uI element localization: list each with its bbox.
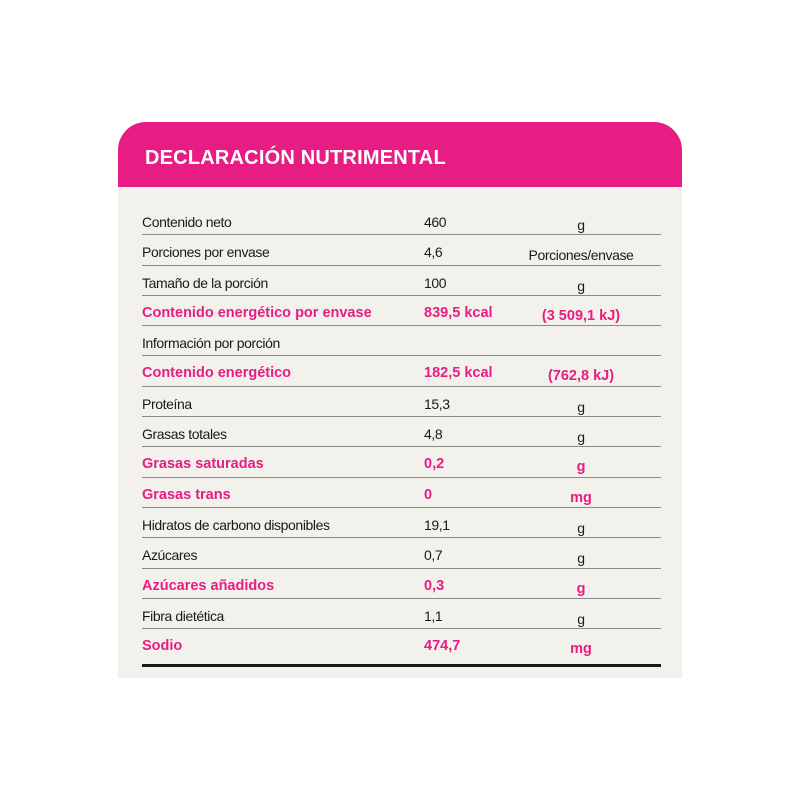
table-row — [142, 478, 661, 508]
table-row — [142, 296, 661, 326]
row-value: 15,3 — [424, 395, 450, 412]
table-row — [142, 356, 661, 386]
row-value: 0,7 — [424, 547, 443, 564]
row-label: Fibra dietética — [142, 607, 224, 624]
row-label: Contenido energético — [142, 365, 292, 382]
table-row — [142, 326, 661, 356]
row-unit: mg — [570, 641, 592, 658]
table-row — [142, 599, 661, 629]
row-unit: Porciones/envase — [528, 247, 634, 264]
row-label: Tamaño de la porción — [142, 274, 268, 291]
nutrition-panel — [118, 122, 682, 678]
row-label: Contenido neto — [142, 214, 232, 230]
row-unit: (762,8 kJ) — [547, 368, 615, 385]
row-label: Azúcares añadidos — [142, 577, 275, 594]
row-value: 474,7 — [424, 638, 461, 655]
row-value: 4,8 — [424, 426, 443, 443]
row-label: Hidratos de carbono disponibles — [142, 516, 330, 533]
table-row — [142, 387, 661, 417]
row-label: Proteína — [142, 395, 192, 412]
panel-title: DECLARACIÓN NUTRIMENTAL — [145, 147, 446, 169]
row-value: 839,5 kcal — [424, 304, 493, 321]
row-value: 4,6 — [424, 244, 443, 261]
table-row — [142, 235, 661, 265]
row-value: 1,1 — [424, 607, 443, 624]
row-unit: g — [577, 550, 585, 567]
row-value: 0,3 — [424, 577, 445, 594]
row-unit: g — [577, 277, 585, 294]
table-row — [142, 447, 661, 477]
row-unit: g — [576, 459, 586, 476]
row-value: 460 — [424, 214, 447, 230]
table-row — [142, 538, 661, 568]
row-unit: g — [576, 580, 586, 597]
table-bottom-rule — [142, 664, 661, 667]
panel-header — [118, 122, 682, 187]
table-row — [142, 508, 661, 538]
row-unit: (3 509,1 kJ) — [541, 307, 621, 324]
row-value: 182,5 kcal — [424, 365, 493, 382]
row-label: Azúcares — [142, 547, 198, 564]
row-label: Contenido energético por envase — [142, 304, 372, 321]
row-value: 0 — [424, 486, 433, 503]
row-unit: g — [577, 519, 585, 536]
row-label: Grasas trans — [142, 486, 231, 503]
table-row — [142, 266, 661, 296]
table-row — [142, 569, 661, 599]
row-unit: g — [577, 610, 585, 627]
row-label: Porciones por envase — [142, 244, 270, 261]
row-unit: g — [577, 398, 585, 415]
row-unit: mg — [570, 489, 592, 506]
row-label: Grasas saturadas — [142, 456, 264, 473]
row-label: Grasas totales — [142, 426, 227, 443]
row-value: 100 — [424, 274, 447, 291]
row-value: 19,1 — [424, 516, 450, 533]
row-unit: g — [577, 429, 585, 446]
row-label: Información por porción — [142, 335, 280, 352]
table-row — [142, 205, 661, 235]
row-value: 0,2 — [424, 456, 445, 473]
row-unit: g — [577, 217, 585, 233]
table-row — [142, 417, 661, 447]
row-label: Sodio — [142, 638, 183, 655]
table-row — [142, 629, 661, 659]
nutrition-table — [142, 205, 661, 659]
